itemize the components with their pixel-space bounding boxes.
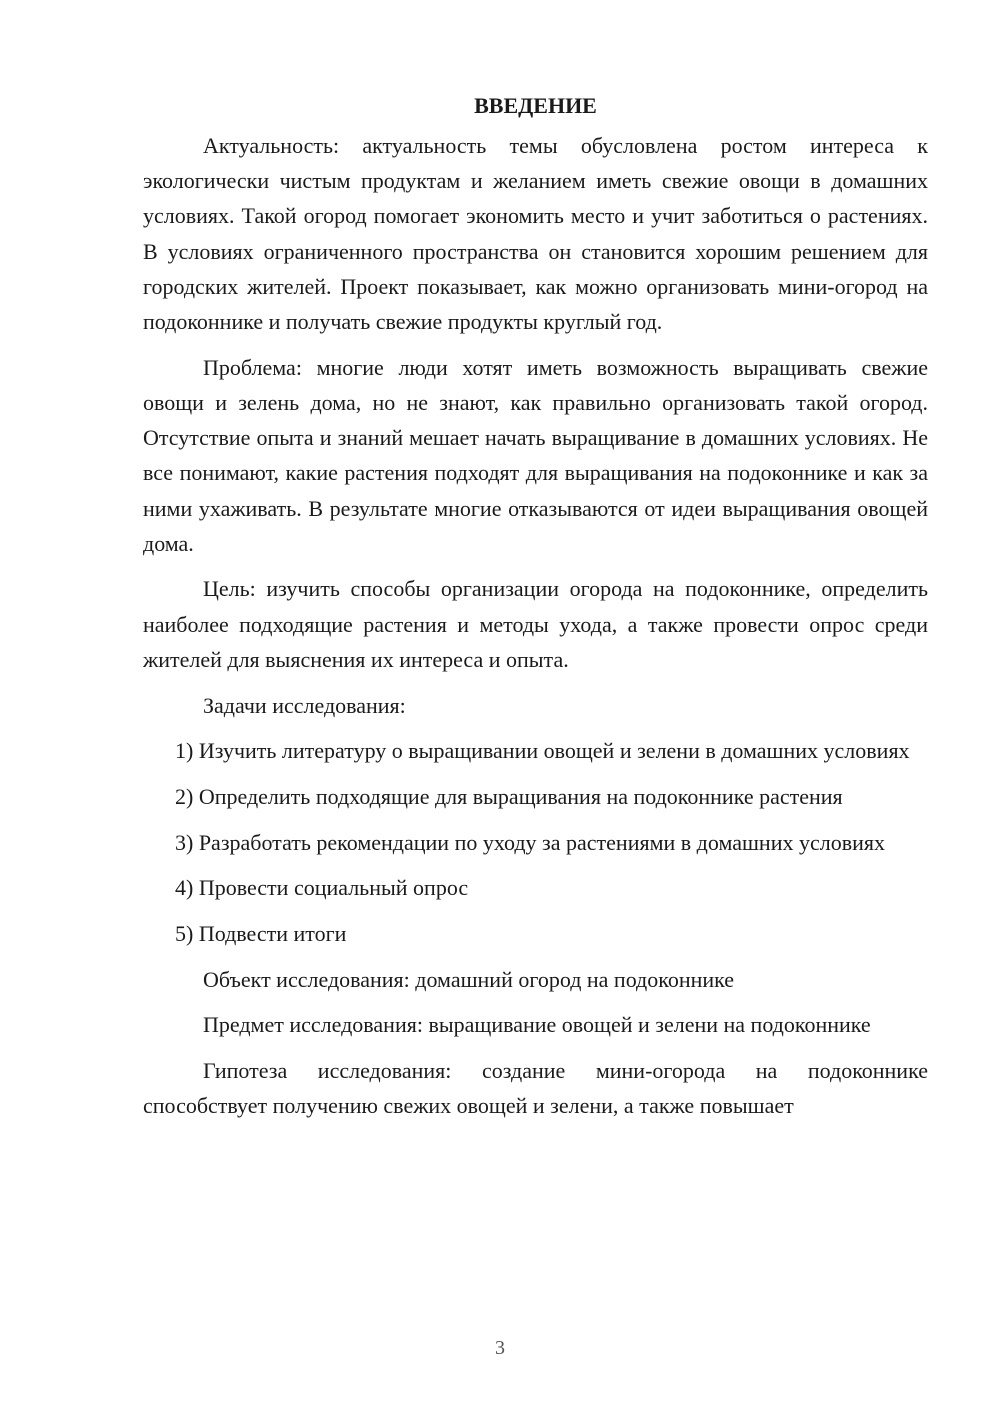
research-object: Объект исследования: домашний огород на подоконнике xyxy=(203,966,735,992)
research-hypothesis: Гипотеза исследования: создание мини-огорода на подоконнике способствует получению свежих овощей и зелени, а также повышает xyxy=(143,1058,928,1119)
list-item: 2) Определить подходящие для выращивания на подоконнике растения xyxy=(175,783,843,809)
problem-paragraph: Проблема: многие люди хотят иметь возможность выращивать свежие овощи и зелень дома, но не знают, как правильно организовать такой огород. Отсутствие опыта и знаний мешает начать выращивание в домашних условиях. Не все понимают, какие растения подходят для выращивания на подоконнике и как за ними ухаживать. В результате многие отказываются от идеи выращивания овощей дома. xyxy=(143,354,928,556)
tasks-list xyxy=(143,733,928,951)
list-item: 4) Провести социальный опрос xyxy=(175,875,469,901)
goal-paragraph: Цель: изучить способы организации огорода на подоконнике, определить наиболее подходящие растения и методы ухода, а также провести опрос среди жителей для выяснения их интереса и опыта. xyxy=(143,576,928,672)
list-item: 5) Подвести итоги xyxy=(175,921,347,947)
list-item: 1) Изучить литературу о выращивании овощей и зелени в домашних условиях xyxy=(175,738,910,764)
list-item: 3) Разработать рекомендации по уходу за растениями в домашних условиях xyxy=(175,829,885,855)
page-number: 3 xyxy=(495,1337,505,1359)
page-title: ВВЕДЕНИЕ xyxy=(474,93,597,118)
tasks-heading: Задачи исследования: xyxy=(203,692,406,718)
relevance-paragraph: Актуальность: актуальность темы обусловлена ростом интереса к экологически чистым продуктам и желанием иметь свежие овощи в домашних условиях. Такой огород помогает экономить место и учит заботиться о растениях. В условиях ограниченного пространства он становится хорошим решением для городских жителей. Проект показывает, как можно организовать мини-огород на подоконнике и получать свежие продукты круглый год. xyxy=(143,133,928,335)
research-subject: Предмет исследования: выращивание овощей и зелени на подоконнике xyxy=(203,1012,871,1038)
document-page xyxy=(143,88,928,1124)
